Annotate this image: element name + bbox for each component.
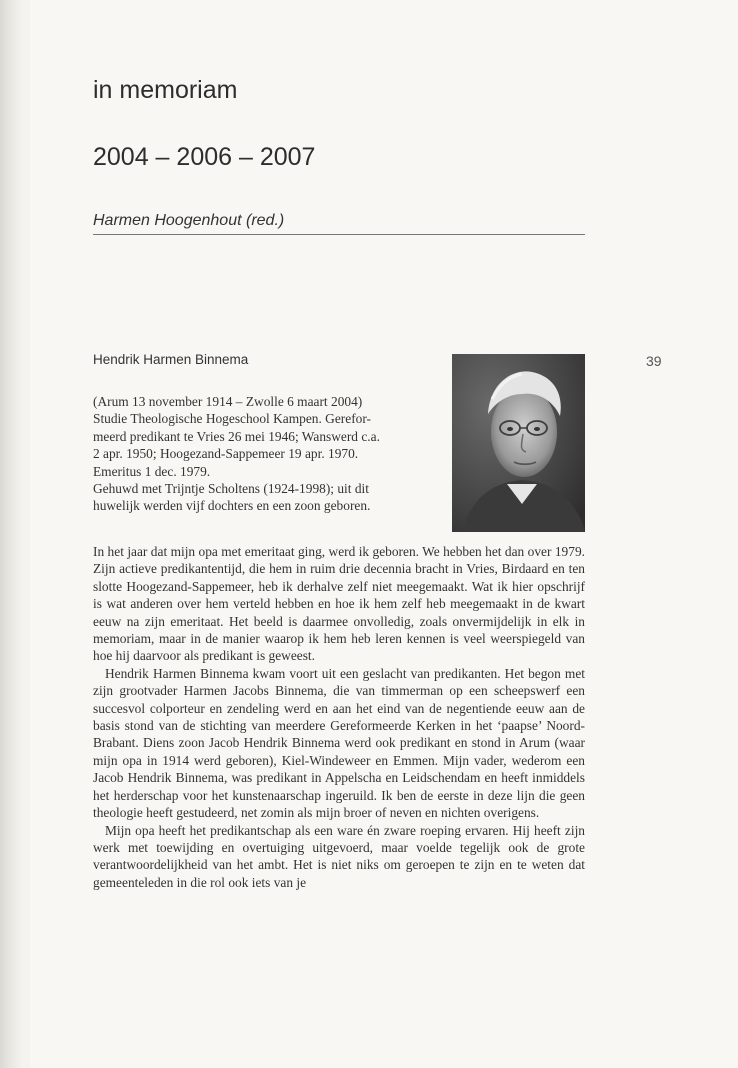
title-divider: [93, 234, 585, 235]
paragraph: Mijn opa heeft het predikantschap als een ware én zware roeping ervaren. Hij heeft zijn werk met toewijding en overtuiging uitgevoerd, maar voelde tegelijk ook de grote verantwoordelijkheid van het ambt. Het is niet niks om geroepen te zijn en te weten dat gemeenteleden in die rol ook iets van je: [93, 822, 585, 890]
page-number: 39: [646, 353, 662, 369]
bio-line: 2 apr. 1950; Hoogezand-Sappemeer 19 apr. 1970.: [93, 446, 359, 462]
memoriam-text: [93, 543, 585, 891]
portrait-illustration: [452, 354, 585, 532]
bio-line: Studie Theologische Hogeschool Kampen. Gerefor-: [93, 411, 372, 427]
page-title: in memoriam: [93, 76, 238, 104]
biographical-data: [93, 393, 443, 515]
bio-line: huwelijk werden vijf dochters en een zoon geboren.: [93, 498, 371, 514]
portrait-photo: [452, 354, 585, 532]
book-spine-shadow: [0, 0, 22, 1068]
paragraph: In het jaar dat mijn opa met emeritaat ging, werd ik geboren. We hebben het dan over 1979. Zijn actieve predikantentijd, die hem in ruim drie decennia bracht in Vries, Birdaard en ten slotte Hoogezand-Sappemeer, heb ik derhalve zelf niet meegemaakt. Wat ik hier opschrijf is wat anderen over hem verteld hebben en hoe ik hem zelf heb meegemaakt in de kwart eeuw na zijn emeritaat. Het beeld is daarmee onvolledig, zoals onvermijdelijk in elk in memoriam, maar in de manier waarop ik hem heb leren kennen is veel weerspiegeld van hoe hij daarvoor als predikant is geweest.: [93, 544, 585, 664]
bio-line: meerd predikant te Vries 26 mei 1946; Wanswerd c.a.: [93, 428, 380, 444]
person-name-heading: Hendrik Harmen Binnema: [93, 352, 249, 367]
paragraph: Hendrik Harmen Binnema kwam voort uit een geslacht van predikanten. Het begon met zijn grootvader Harmen Jacobs Binnema, die van timmerman op een scheepswerf een succesvol colporteur en zendeling werd en aan het eind van de negentiende eeuw aan de basis stond van de stichting van meerdere Gereformeerde Kerken in het ‘paapse’ Noord-Brabant. Diens zoon Jacob Hendrik Binnema werd ook predikant en stond in Arum (waar mijn opa in 1914 werd geboren), Kiel-Windeweer en Emmen. Mijn vader, wederom een Jacob Hendrik Binnema, was predikant in Appelscha en Leidschendam en heeft inmiddels het herderschap voor het kunstenaarschap ingeruild. Ik ben de eerste in deze lijn die geen theologie heeft gestudeerd, net zomin als mijn broer of neven en nichten overigens.: [93, 665, 585, 821]
bio-line: Gehuwd met Trijntje Scholtens (1924-1998); uit dit: [93, 481, 369, 497]
bio-line: Emeritus 1 dec. 1979.: [93, 463, 211, 479]
bio-line: (Arum 13 november 1914 – Zwolle 6 maart 2004): [93, 394, 363, 409]
editor-credit: Harmen Hoogenhout (red.): [93, 212, 285, 229]
memoriam-years: 2004 – 2006 – 2007: [93, 143, 316, 171]
